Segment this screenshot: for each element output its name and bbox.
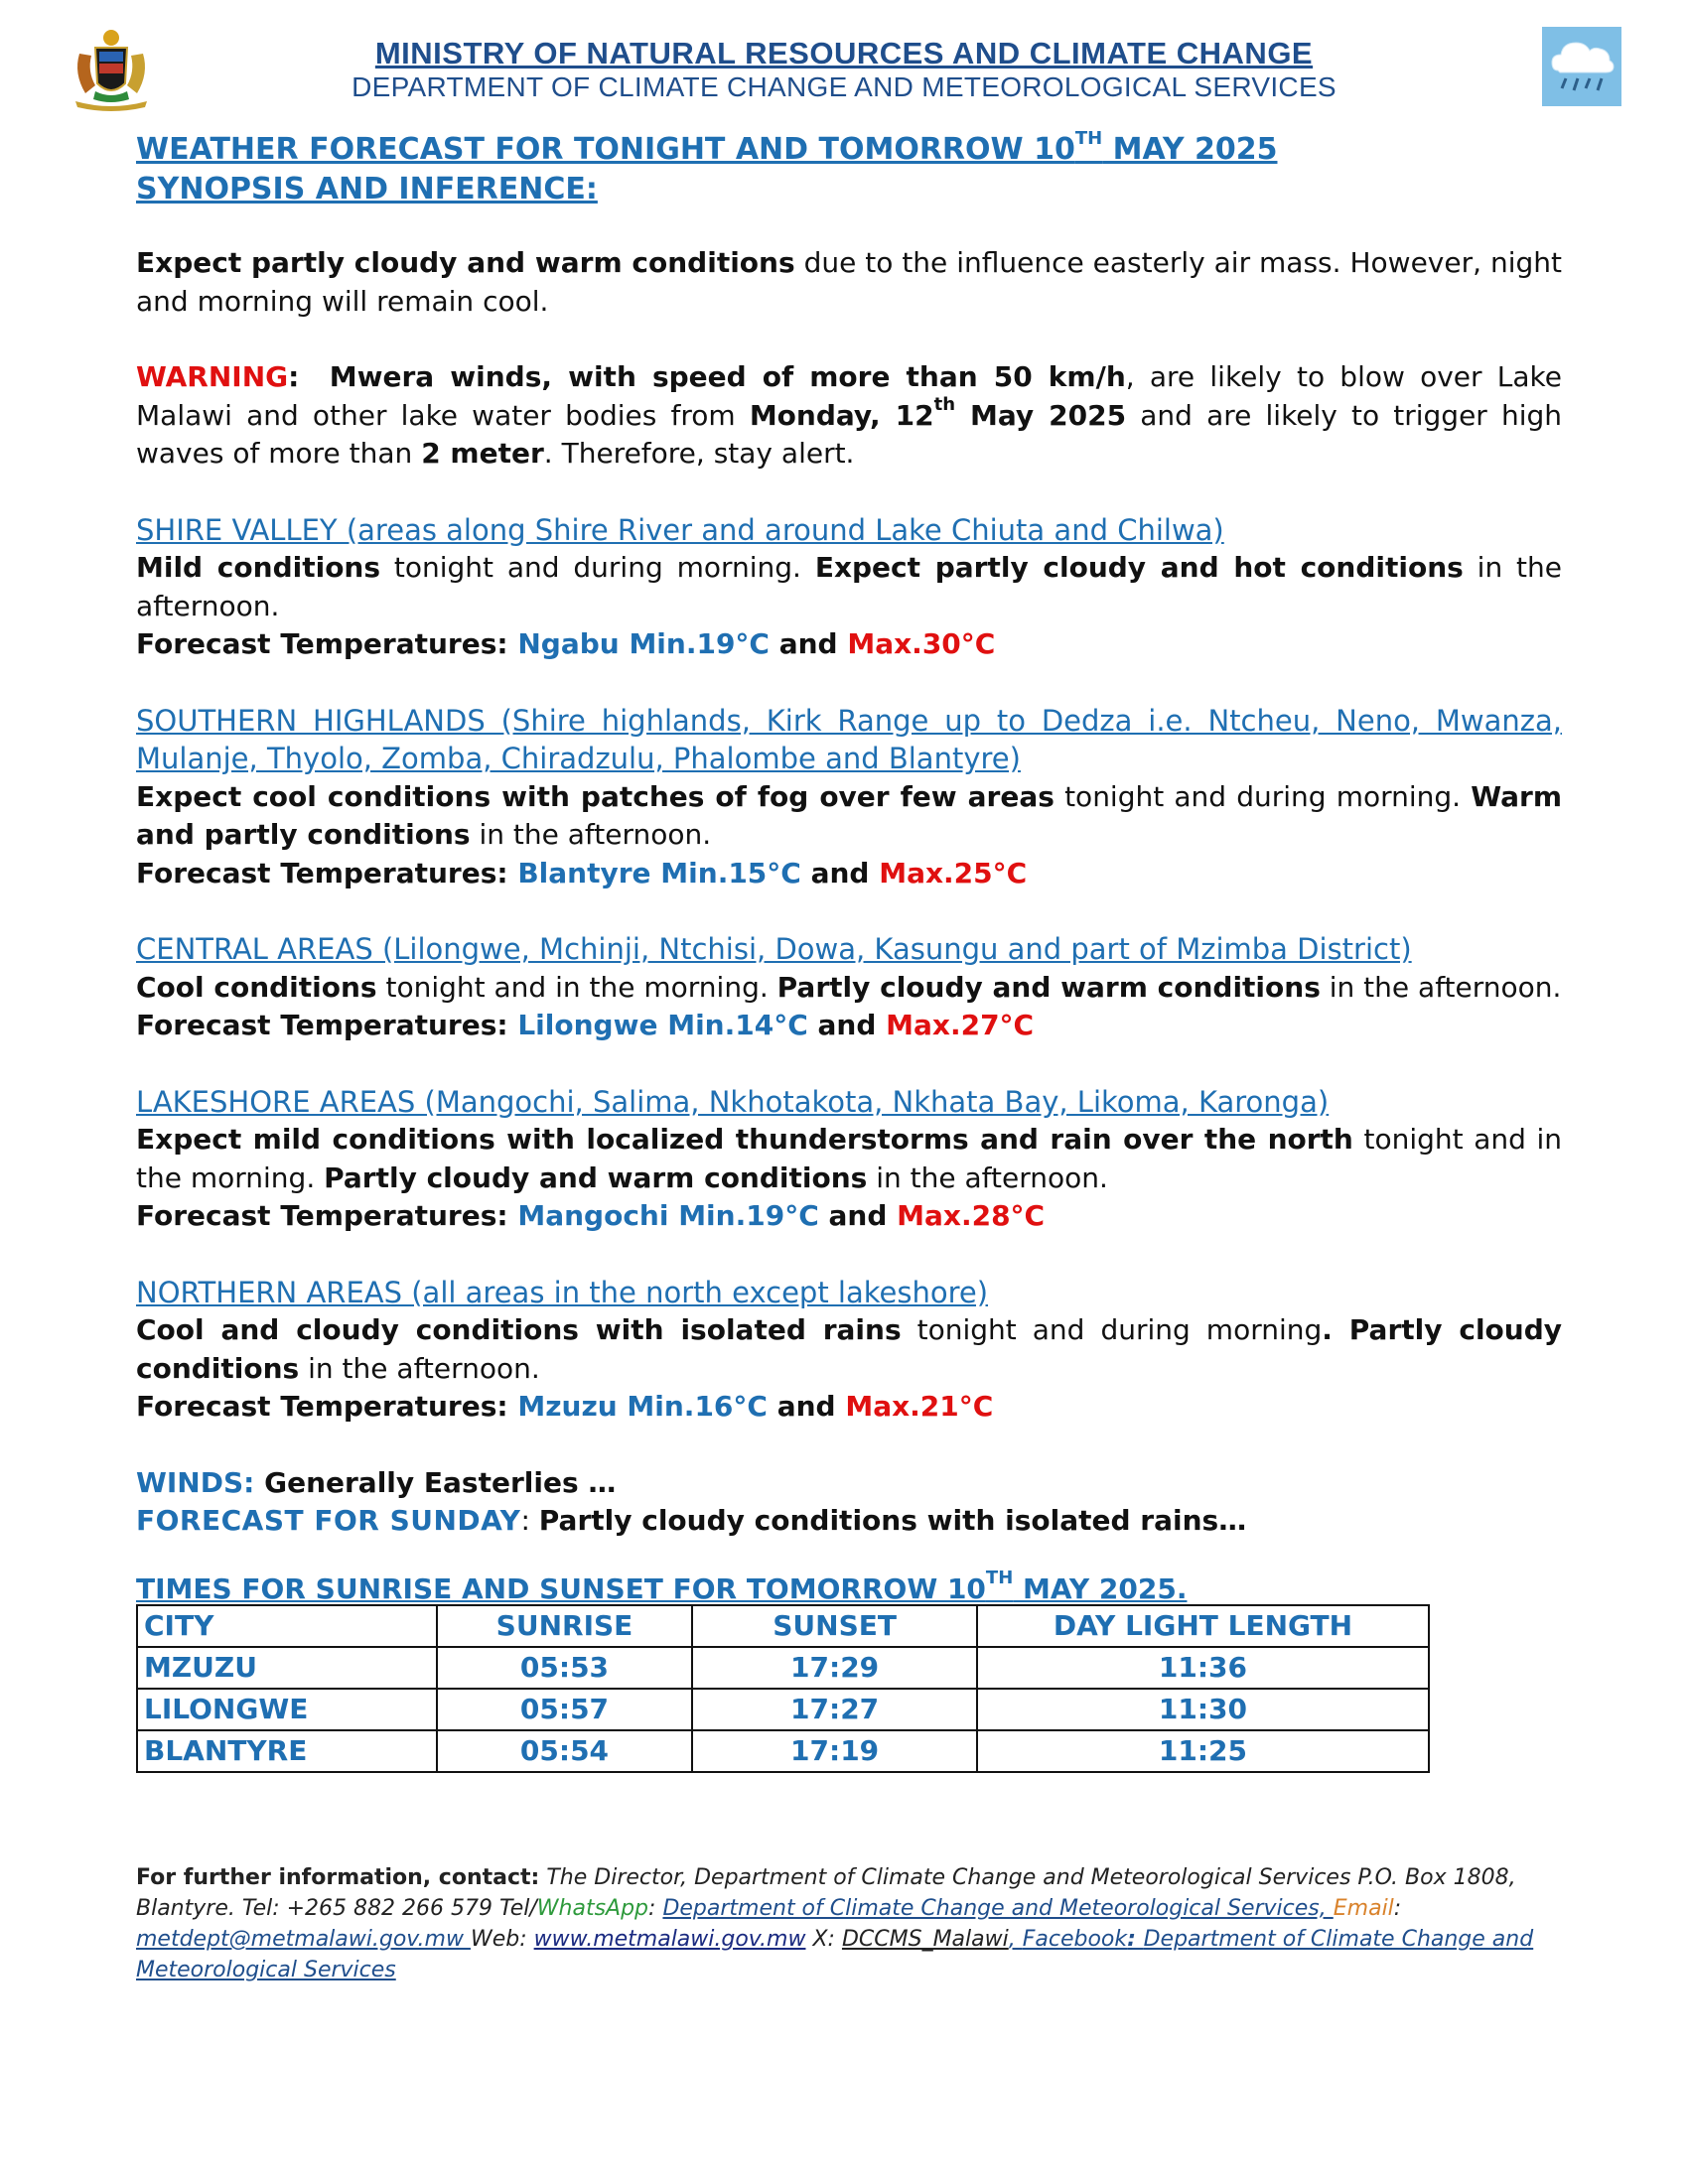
table-cell-daylight: 11:30: [977, 1689, 1429, 1730]
table-cell-daylight: 11:36: [977, 1647, 1429, 1689]
department-link[interactable]: Department of Climate Change and Meteorological Services,: [662, 1896, 1334, 1921]
region-description: Expect mild conditions with localized thunderstorms and rain over the north tonight and in the morning. Partly cloudy and warm conditions in the afternoon.: [136, 1123, 1562, 1194]
winds-line: WINDS: Generally Easterlies …: [136, 1465, 617, 1499]
table-cell-city: BLANTYRE: [137, 1730, 437, 1772]
region-southern-highlands: [136, 702, 1562, 893]
contact-label: For further information, contact:: [136, 1865, 540, 1890]
region-shire-valley: [136, 511, 1562, 664]
region-heading: SOUTHERN HIGHLANDS (Shire highlands, Kirk Range up to Dedza i.e. Ntcheu, Neno, Mwanza, Mulanje, Thyolo, Zomba, Chiradzulu, Phalombe and Blantyre): [136, 703, 1562, 775]
region-heading: LAKESHORE AREAS (Mangochi, Salima, Nkhotakota, Nkhata Bay, Likoma, Karonga): [136, 1084, 1330, 1119]
synopsis-heading: SYNOPSIS AND INFERENCE:: [136, 172, 598, 206]
table-row: [137, 1689, 1429, 1730]
region-lakeshore-areas: [136, 1083, 1562, 1236]
region-heading: CENTRAL AREAS (Lilongwe, Mchinji, Ntchisi, Dowa, Kasungu and part of Mzimba District): [136, 932, 1412, 966]
whatsapp-label: WhatsApp: [536, 1896, 649, 1921]
table-cell-sunset: 17:29: [692, 1647, 977, 1689]
table-header-row: [137, 1605, 1429, 1647]
table-cell-sunrise: 05:53: [437, 1647, 693, 1689]
table-header-cell: SUNRISE: [437, 1605, 693, 1647]
ministry-title: MINISTRY OF NATURAL RESOURCES AND CLIMATE CHANGE: [374, 36, 1314, 70]
region-description: Cool conditions tonight and in the morning. Partly cloudy and warm conditions in the afternoon.: [136, 970, 1562, 1004]
table-header-cell: SUNSET: [692, 1605, 977, 1647]
table-row: [137, 1730, 1429, 1772]
sun-times-heading: TIMES FOR SUNRISE AND SUNSET FOR TOMORROW 10TH MAY 2025.: [136, 1568, 1188, 1605]
region-heading: SHIRE VALLEY (areas along Shire River and around Lake Chiuta and Chilwa): [136, 512, 1224, 547]
table-cell-daylight: 11:25: [977, 1730, 1429, 1772]
facebook-label[interactable]: Facebook: [1022, 1927, 1128, 1952]
forecast-content: [136, 130, 1562, 1773]
table-cell-sunrise: 05:57: [437, 1689, 693, 1730]
x-handle-link[interactable]: DCCMS_Malawi: [841, 1927, 1009, 1952]
sun-times-table: [136, 1604, 1430, 1773]
forecast-title: WEATHER FORECAST FOR TONIGHT AND TOMORROW 10TH MAY 2025: [136, 128, 1278, 167]
table-header-cell: DAY LIGHT LENGTH: [977, 1605, 1429, 1647]
cloud-rain-icon: [1542, 27, 1621, 106]
region-description: Expect cool conditions with patches of fog over few areas tonight and during morning. Warm and partly conditions in the afternoon.: [136, 779, 1562, 851]
table-header-cell: CITY: [137, 1605, 437, 1647]
region-temperatures: Forecast Temperatures: Blantyre Min.15°C and Max.25°C: [136, 856, 1028, 889]
table-cell-sunset: 17:19: [692, 1730, 977, 1772]
region-temperatures: Forecast Temperatures: Mzuzu Min.16°C and Max.21°C: [136, 1390, 994, 1423]
coat-of-arms-icon: [66, 24, 157, 115]
email-link[interactable]: metdept@metmalawi.gov.mw: [136, 1927, 471, 1952]
region-central-areas: [136, 930, 1562, 1045]
table-cell-city: LILONGWE: [137, 1689, 437, 1730]
facebook-link[interactable]: Department of Climate Change and Meteorological Services: [136, 1927, 1534, 1982]
synopsis-text: Expect partly cloudy and warm conditions due to the influence easterly air mass. However, night and morning will remain cool.: [136, 246, 1562, 318]
region-northern-areas: [136, 1274, 1562, 1427]
region-description: Cool and cloudy conditions with isolated rains tonight and during morning. Partly cloudy conditions in the afternoon.: [136, 1313, 1562, 1385]
sunday-forecast-line: FORECAST FOR SUNDAY: Partly cloudy conditions with isolated rains…: [136, 1504, 1247, 1537]
contact-footer: For further information, contact: The Director, Department of Climate Change and Meteorological Services P.O. Box 1808, Blantyre. Tel: +265 882 266 579 Tel/WhatsApp: Department of Climate Change and Meteorological Services, Email: metdept@metmalawi.gov.mw Web: www.metmalawi.gov.mw X: DCCMS_Malawi, Facebook: Department of Climate Change and Meteorological Services: [136, 1865, 1534, 1982]
region-heading: NORTHERN AREAS (all areas in the north except lakeshore): [136, 1275, 989, 1309]
region-temperatures: Forecast Temperatures: Lilongwe Min.14°C and Max.27°C: [136, 1009, 1035, 1041]
warning-label: WARNING: [136, 360, 289, 393]
table-cell-city: MZUZU: [137, 1647, 437, 1689]
region-description: Mild conditions tonight and during morning. Expect partly cloudy and hot conditions in the afternoon.: [136, 551, 1562, 622]
web-link[interactable]: www.metmalawi.gov.mw: [533, 1927, 806, 1952]
warning-text: WARNING: Mwera winds, with speed of more than 50 km/h, are likely to blow over Lake Malawi and other lake water bodies from Monday, 12th May 2025 and are likely to trigger high waves of more than 2 meter. Therefore, stay alert.: [136, 360, 1563, 470]
table-row: [137, 1647, 1429, 1689]
region-temperatures: Forecast Temperatures: Ngabu Min.19°C and Max.30°C: [136, 627, 996, 660]
region-temperatures: Forecast Temperatures: Mangochi Min.19°C and Max.28°C: [136, 1199, 1046, 1232]
table-cell-sunrise: 05:54: [437, 1730, 693, 1772]
department-title: DEPARTMENT OF CLIMATE CHANGE AND METEOROLOGICAL SERVICES: [352, 71, 1336, 102]
table-cell-sunset: 17:27: [692, 1689, 977, 1730]
email-label: Email: [1333, 1896, 1394, 1921]
